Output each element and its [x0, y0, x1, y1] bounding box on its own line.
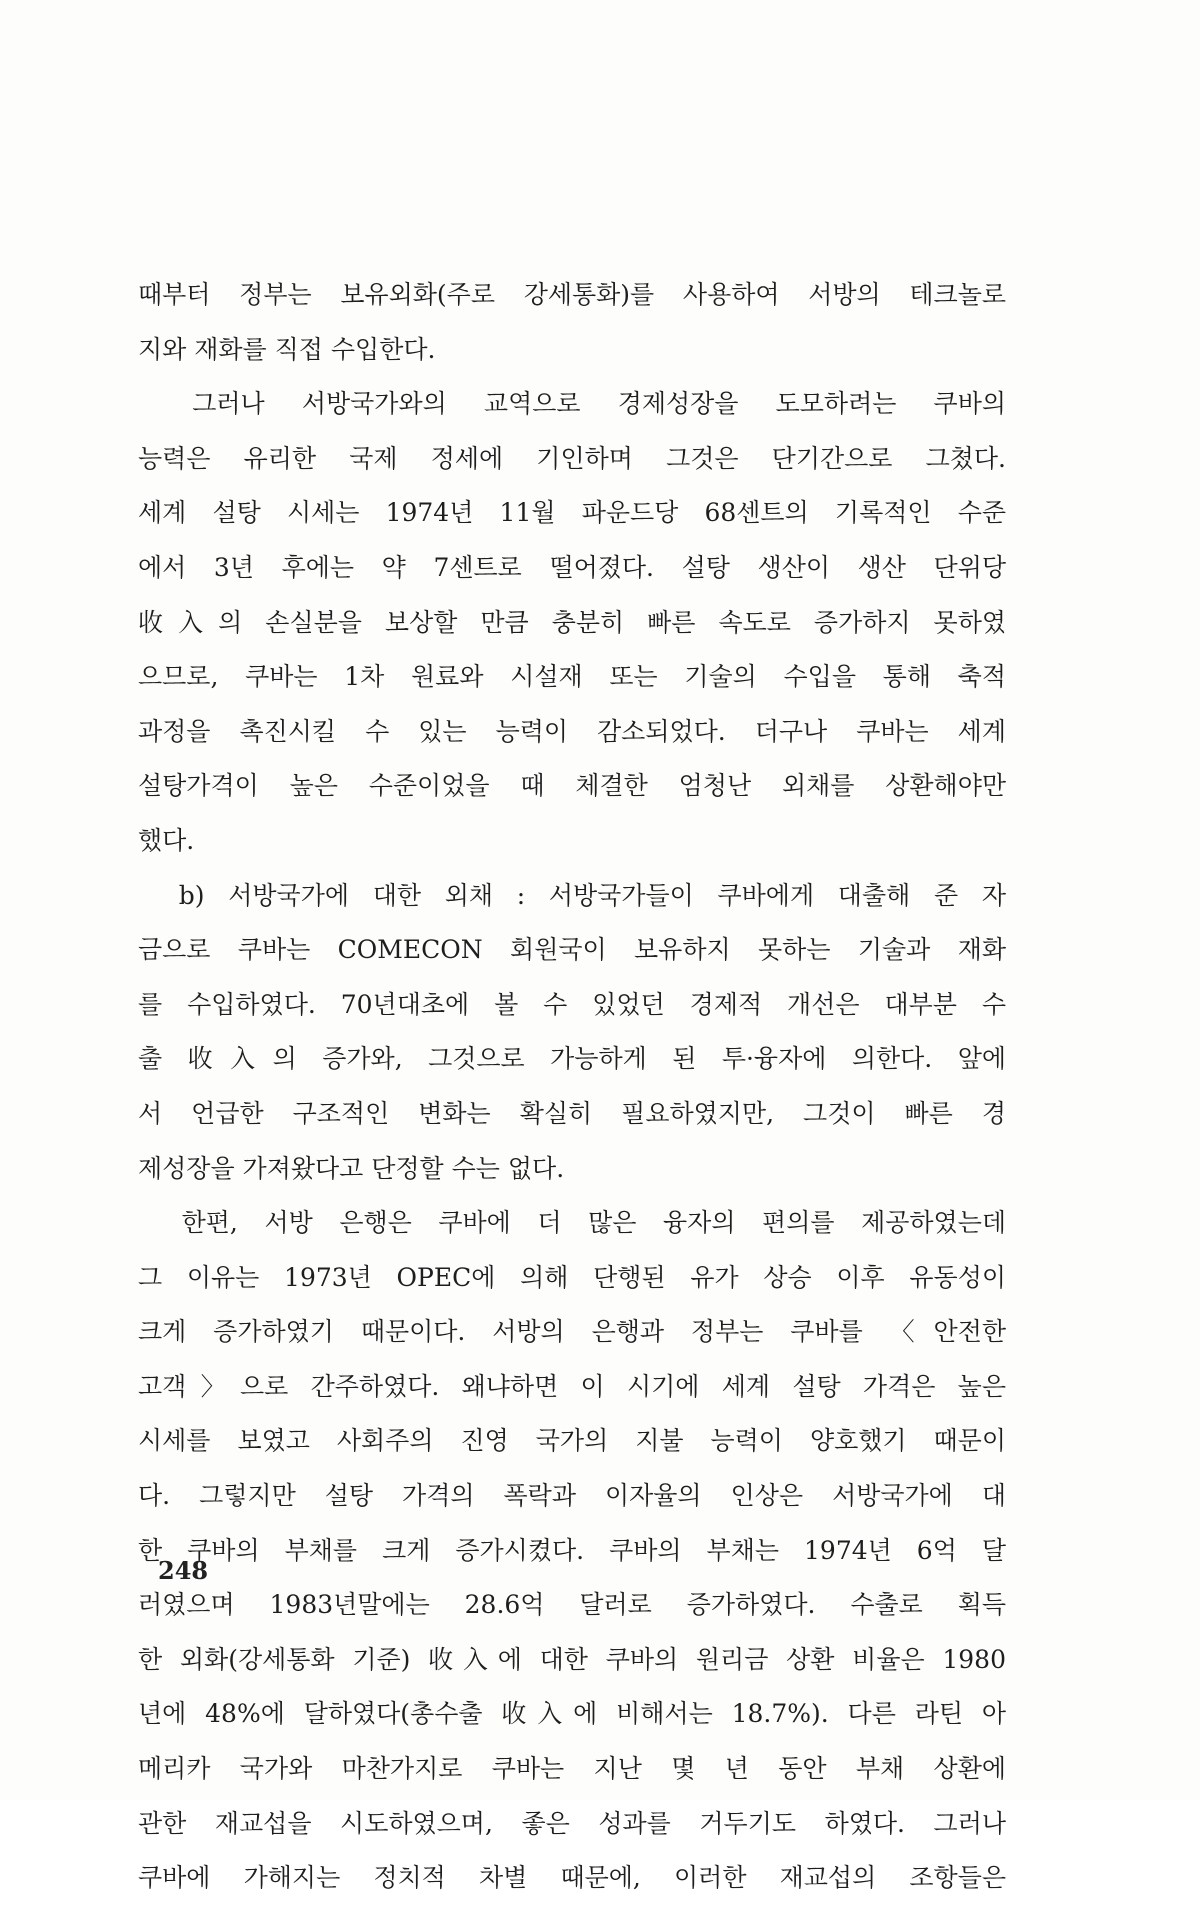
text-line: 그 이유는 1973년 OPEC에 의해 단행된 유가 상승 이후 유동성이: [138, 1262, 1006, 1292]
text-line: 고객〉으로 간주하였다. 왜냐하면 이 시기에 세계 설탕 가격은 높은: [138, 1371, 1006, 1401]
text-line: 그러나 서방국가와의 교역으로 경제성장을 도모하려는 쿠바의: [138, 389, 1006, 419]
text-line: 한편, 서방 은행은 쿠바에 더 많은 융자의 편의를 제공하였는데: [138, 1208, 1006, 1238]
text-line: 한 쿠바의 부채를 크게 증가시켰다. 쿠바의 부채는 1974년 6억 달: [138, 1535, 1006, 1565]
text-line: 시세를 보였고 사회주의 진영 국가의 지불 능력이 양호했기 때문이: [138, 1426, 1006, 1456]
text-line: 제성장을 가져왔다고 단정할 수는 없다.: [138, 1153, 565, 1183]
text-line: 지와 재화를 직접 수입한다.: [138, 334, 436, 364]
text-line: 때부터 정부는 보유외화(주로 강세통화)를 사용하여 서방의 테크놀로: [138, 280, 1006, 309]
text-line: 세계 설탕 시세는 1974년 11월 파운드당 68센트의 기록적인 수준: [138, 498, 1006, 528]
text-line: 으므로, 쿠바는 1차 원료와 시설재 또는 기술의 수입을 통해 축적: [138, 662, 1006, 692]
page-number: 248: [158, 1556, 209, 1585]
text-line: 에서 3년 후에는 약 7센트로 떨어졌다. 설탕 생산이 생산 단위당: [138, 552, 1006, 582]
text-line: 관한 재교섭을 시도하였으며, 좋은 성과를 거두기도 하였다. 그러나: [138, 1808, 1006, 1838]
text-line: 를 수입하였다. 70년대초에 볼 수 있었던 경제적 개선은 대부분 수: [138, 989, 1006, 1019]
text-line: 했다.: [138, 825, 195, 855]
text-line: b) 서방국가에 대한 외채 : 서방국가들이 쿠바에게 대출해 준 자: [138, 880, 1006, 910]
text-line: 과정을 촉진시킬 수 있는 능력이 감소되었다. 더구나 쿠바는 세계: [138, 716, 1006, 746]
text-line: 금으로 쿠바는 COMECON 회원국이 보유하지 못하는 기술과 재화: [138, 935, 1006, 965]
text-line: 출 收入의 증가와, 그것으로 가능하게 된 투·융자에 의한다. 앞에: [138, 1044, 1006, 1074]
body-text: [138, 268, 1006, 1906]
text-line: 다. 그렇지만 설탕 가격의 폭락과 이자율의 인상은 서방국가에 대: [138, 1481, 1006, 1511]
text-line: 크게 증가하였기 때문이다. 서방의 은행과 정부는 쿠바를 〈안전한: [138, 1317, 1006, 1347]
text-line: 한 외화(강세통화 기준) 收入에 대한 쿠바의 원리금 상환 비율은 1980: [138, 1644, 1006, 1674]
text-line: 능력은 유리한 국제 정세에 기인하며 그것은 단기간으로 그쳤다.: [138, 443, 1006, 473]
text-line: 쿠바에 가해지는 정치적 차별 때문에, 이러한 재교섭의 조항들은: [138, 1863, 1006, 1893]
text-line: 서 언급한 구조적인 변화는 확실히 필요하였지만, 그것이 빠른 경: [138, 1098, 1006, 1128]
text-line: 메리카 국가와 마찬가지로 쿠바는 지난 몇 년 동안 부채 상환에: [138, 1754, 1006, 1784]
text-line: 收入의 손실분을 보상할 만큼 충분히 빠른 속도로 증가하지 못하였: [138, 607, 1006, 637]
text-line: 년에 48%에 달하였다(총수출 收入에 비해서는 18.7%). 다른 라틴 아: [138, 1699, 1006, 1729]
text-line: 러였으며 1983년말에는 28.6억 달러로 증가하였다. 수출로 획득: [138, 1590, 1006, 1620]
text-line: 설탕가격이 높은 수준이었을 때 체결한 엄청난 외채를 상환해야만: [138, 771, 1006, 801]
